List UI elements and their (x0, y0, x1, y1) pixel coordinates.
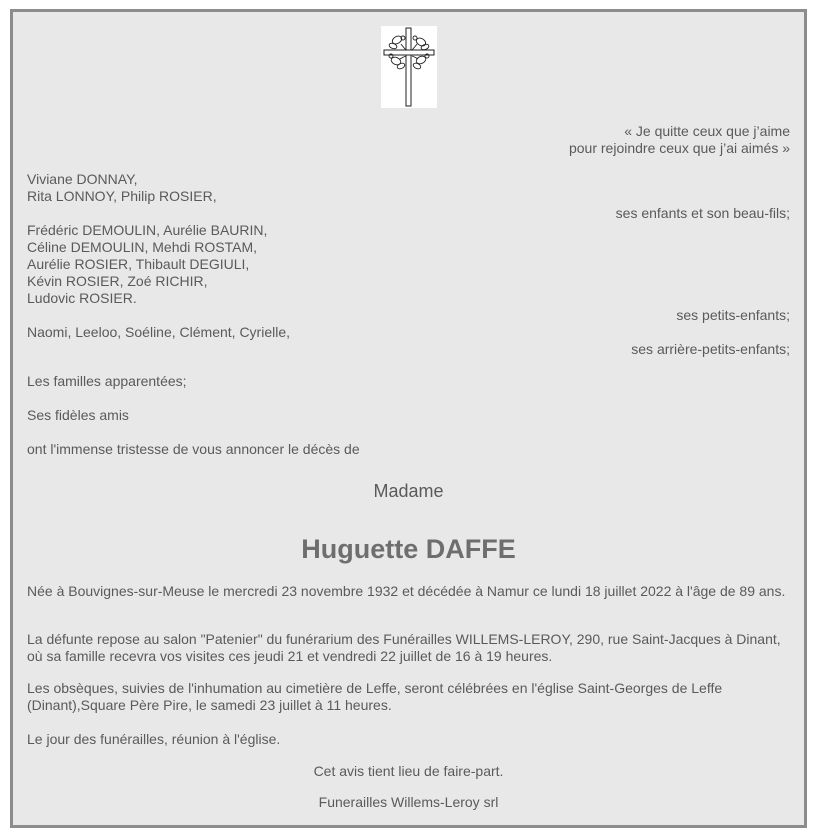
families-line: Les familles apparentées; (27, 373, 187, 389)
title-madame: Madame (373, 481, 444, 501)
friends-line: Ses fidèles amis (27, 407, 129, 423)
funeral-paragraph: Les obsèques, suivies de l'inhumation au cimetière de Leffe, seront célébrées en l'église Saint-Georges de Leffe (Dinant),Square Père Pire, le samedi 23 juillet à 11 heures. (27, 680, 723, 713)
cross-with-flowers-icon (381, 26, 437, 108)
great-grandchildren-line: Naomi, Leeloo, Soéline, Clément, Cyrielle, (27, 324, 291, 340)
grandchildren-line: Kévin ROSIER, Zoé RICHIR, (27, 273, 208, 289)
faire-part-notice: Cet avis tient lieu de faire-part. (313, 763, 504, 779)
grandchildren-relation: ses petits-enfants; (676, 307, 790, 323)
great-grandchildren-relation: ses arrière-petits-enfants; (631, 341, 790, 357)
children-line: Viviane DONNAY, (27, 171, 138, 187)
deceased-name: Huguette DAFFE (301, 534, 516, 564)
children-relation: ses enfants et son beau-fils; (615, 205, 790, 221)
funeral-home-signature: Funerailles Willems-Leroy srl (318, 794, 499, 810)
grandchildren-line: Aurélie ROSIER, Thibault DEGIULI, (27, 256, 250, 272)
reunion-paragraph: Le jour des funérailles, réunion à l'église. (27, 731, 281, 747)
birth-death-paragraph: Née à Bouvignes-sur-Meuse le mercredi 23 novembre 1932 et décédée à Namur ce lundi 18 juillet 2022 à l'âge de 89 ans. (27, 583, 786, 599)
children-line: Rita LONNOY, Philip ROSIER, (27, 188, 217, 204)
announcement-line: ont l'immense tristesse de vous annoncer le décès de (27, 441, 360, 457)
death-notice-card (10, 9, 807, 828)
quote-line-1: « Je quitte ceux que j’aime (624, 123, 790, 139)
grandchildren-line: Frédéric DEMOULIN, Aurélie BAURIN, (27, 222, 268, 238)
visitation-paragraph: La défunte repose au salon "Patenier" du funérarium des Funérailles WILLEMS-LEROY, 290, rue Saint-Jacques à Dinant, où sa famille recevra vos visites ces jeudi 21 et vendredi 22 juillet de 16 à 19 heures. (27, 631, 781, 664)
grandchildren-line: Céline DEMOULIN, Mehdi ROSTAM, (27, 239, 258, 255)
grandchildren-line: Ludovic ROSIER. (27, 290, 137, 306)
quote-line-2: pour rejoindre ceux que j’ai aimés » (568, 140, 790, 156)
